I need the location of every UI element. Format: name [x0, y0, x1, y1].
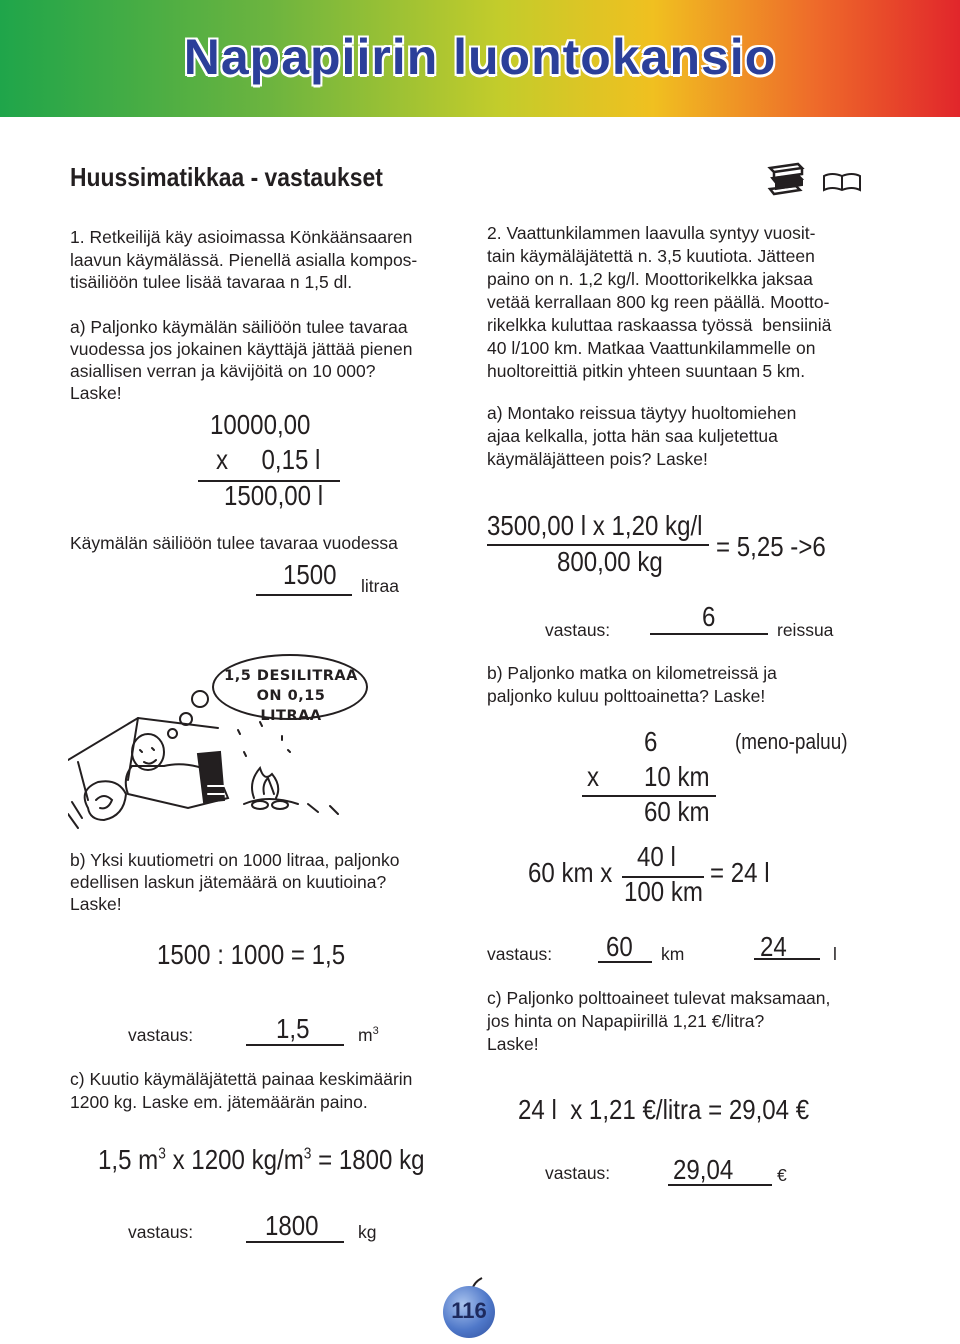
q2-line4: vetää kerrallaan 800 kg reen päällä. Mootto-	[487, 292, 830, 312]
calc-b-denominator: 100 km	[624, 876, 703, 907]
answer-b-line	[246, 1044, 344, 1046]
answer-c-label: vastaus:	[128, 1222, 194, 1242]
calc-b-x: x	[587, 761, 600, 792]
camper-illustration	[68, 690, 348, 832]
q2a-line1: a) Montako reissua täytyy huoltomiehen	[487, 403, 797, 423]
q2a-line2: ajaa kelkalla, jotta hän saa kuljetettua	[487, 426, 778, 446]
thought-line1: 1,5 DESILITRAA	[224, 668, 358, 684]
answer-a-label: vastaus:	[545, 620, 611, 640]
answer-b2-litres-line	[754, 958, 820, 960]
open-book-icon	[822, 170, 862, 194]
calc-a-denominator: 800,00 kg	[557, 546, 663, 577]
answer1-unit: litraa	[361, 576, 399, 596]
calc-c-part1: 1,5 m	[98, 1144, 159, 1175]
answer-a-line	[650, 633, 768, 635]
q1c-line2: 1200 kg. Laske em. jätemäärän paino.	[70, 1092, 368, 1112]
answer-c2-unit: €	[777, 1165, 787, 1185]
q1a-line3: asiallisen verran ja kävijöitä on 10 000?	[70, 361, 376, 381]
q2-line3: paino on n. 1,2 kg/l. Moottorikelkka jaksaa	[487, 269, 813, 289]
q1a-line1: a) Paljonko käymälän säiliöön tulee tavaraa	[70, 317, 408, 337]
page-number: 116	[451, 1298, 487, 1323]
q1a-line4: Laske!	[70, 383, 122, 403]
answer1-line	[256, 594, 352, 596]
calc1-line1: 10000,00	[210, 409, 311, 440]
calc1-line3: 1500,00 l	[224, 480, 324, 511]
answer1-text: Käymälän säiliöön tulee tavaraa vuodessa	[70, 533, 398, 553]
answer-b2-litres-unit: l	[833, 944, 837, 964]
calc-c-part3: = 1800 kg	[311, 1144, 425, 1175]
calc-b-line3: 60 km	[644, 796, 710, 827]
section-heading: Huussimatikkaa - vastaukset	[70, 162, 383, 192]
q1c-line1: c) Kuutio käymäläjätettä painaa keskimäärin	[70, 1069, 413, 1089]
q2-line7: huoltoreittiä pitkin yhteen suuntaan 5 km.	[487, 361, 806, 381]
q2c-line1: c) Paljonko polttoaineet tulevat maksamaan,	[487, 988, 831, 1008]
answer-b-label: vastaus:	[128, 1025, 194, 1045]
answer-b2-km: 60	[606, 931, 633, 962]
q2c-line3: Laske!	[487, 1034, 539, 1054]
calc-c2: 24 l x 1,21 €/litra = 29,04 €	[518, 1094, 810, 1125]
calc1-line2: x 0,15 l	[216, 444, 321, 475]
answer-a-unit: reissua	[777, 620, 834, 640]
answer-b2-km-unit: km	[661, 944, 685, 964]
answer-a-value: 6	[702, 601, 716, 632]
answer-b-value: 1,5	[276, 1013, 310, 1044]
question-1-intro: 1. Retkeilijä käy asioimassa Könkäänsaaren laavun käymälässä. Pienellä asialla kompos-tisäiliöön tulee lisää tavaraa n 1,5 dl.	[70, 227, 418, 292]
calc-c-sup2: 3	[303, 1145, 312, 1163]
answer-c2-line	[668, 1184, 772, 1186]
calc-c-sup1: 3	[158, 1145, 166, 1163]
q2-line1: 2. Vaattunkilammen laavulla syntyy vuosit-	[487, 223, 816, 243]
q1a-line2: vuodessa jos jokainen käyttäjä jättää pienen	[70, 339, 413, 359]
answer-c-line	[246, 1241, 344, 1243]
answer-c-value: 1800	[265, 1210, 319, 1241]
calc-b-line1: 6	[644, 726, 658, 757]
calc-b-note: (meno-paluu)	[735, 729, 848, 754]
page-title: Napapiirin luontokansio	[183, 29, 777, 85]
q2-line2: tain käymäläjätettä n. 3,5 kuutiota. Jätteen	[487, 246, 815, 266]
books-icon	[766, 160, 806, 198]
answer-c-unit: kg	[358, 1222, 377, 1242]
answer-b2-litres: 24	[760, 931, 787, 962]
q2b-line2: paljonko kuluu polttoainetta? Laske!	[487, 686, 766, 706]
answer-b-unit-text: m	[358, 1025, 373, 1045]
calc-c	[98, 1144, 425, 1176]
q2-line5: rikelkka kuluttaa raskaassa työssä bensiiniä	[487, 315, 832, 335]
calc-b-line2: 10 km	[644, 761, 710, 792]
answer1-value: 1500	[283, 559, 337, 590]
answer-b-unit-sup: 3	[372, 1025, 379, 1038]
calc-a-result: = 5,25 ->6	[716, 531, 826, 562]
calc-c-part2: x 1200 kg/m	[165, 1144, 304, 1175]
q1b-line1: b) Yksi kuutiometri on 1000 litraa, paljonko	[70, 850, 400, 870]
q2a-line3: käymäläjätteen pois? Laske!	[487, 449, 708, 469]
answer-b2-label: vastaus:	[487, 944, 553, 964]
calc-b: 1500 : 1000 = 1,5	[157, 939, 346, 970]
thought-line2: ON 0,15 LITRAA	[256, 688, 326, 724]
answer-c2-label: vastaus:	[545, 1163, 611, 1183]
q1b-line2: edellisen laskun jätemäärä on kuutioina?	[70, 872, 387, 892]
answer-c2-value: 29,04	[673, 1154, 734, 1185]
calc-a-numerator: 3500,00 l x 1,20 kg/l	[487, 510, 703, 541]
answer-b-unit	[358, 1025, 379, 1046]
answer-b2-km-line	[598, 961, 652, 963]
calc-b-lhs: 60 km x	[528, 857, 613, 888]
q2-line6: 40 l/100 km. Matkaa Vaattunkilammelle on	[487, 338, 816, 358]
calc-b-result: = 24 l	[710, 857, 770, 888]
q2b-line1: b) Paljonko matka on kilometreissä ja	[487, 663, 777, 683]
calc-b-numerator: 40 l	[637, 841, 676, 872]
q1b-line3: Laske!	[70, 894, 122, 914]
q2c-line2: jos hinta on Napapiirillä 1,21 €/litra?	[487, 1011, 765, 1031]
